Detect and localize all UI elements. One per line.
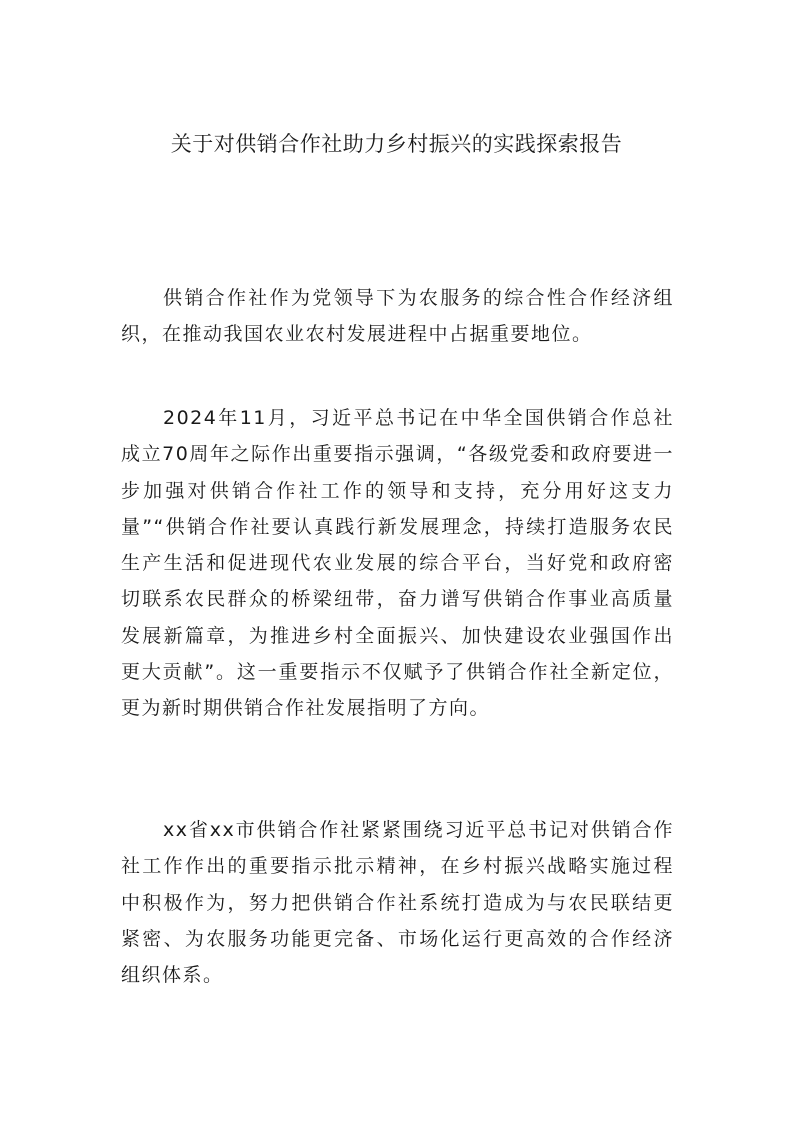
paragraph-intro: 供销合作社作为党领导下为农服务的综合性合作经济组织，在推动我国农业农村发展进程中占据重要地位。 [121,287,674,346]
paragraph-local-practice: xx省xx市供销合作社紧紧围绕习近平总书记对供销合作社工作作出的重要指示批示精神，在乡村振兴战略实施过程中积极作为，努力把供销合作社系统打造成为与农民联结更紧密、为农服务功能更完备、市场化运行更高效的合作经济组织体系。 [121,819,674,987]
document-title: 关于对供销合作社助力乡村振兴的实践探索报告 [170,132,623,156]
paragraph-instruction: 2024年11月，习近平总书记在中华全国供销合作总社成立70周年之际作出重要指示强调，“各级党委和政府要进一步加强对供销合作社工作的领导和支持，充分用好这支力量”“供销合作社要认真践行新发展理念，持续打造服务农民生产生活和促进现代农业发展的综合平台，当好党和政府密切联系农民群众的桥梁纽带，奋力谱写供销合作事业高质量发展新篇章，为推进乡村全面振兴、加快建设农业强国作出更大贡献”。这一重要指示不仅赋予了供销合作社全新定位，更为新时期供销合作社发展指明了方向。 [121,407,674,720]
